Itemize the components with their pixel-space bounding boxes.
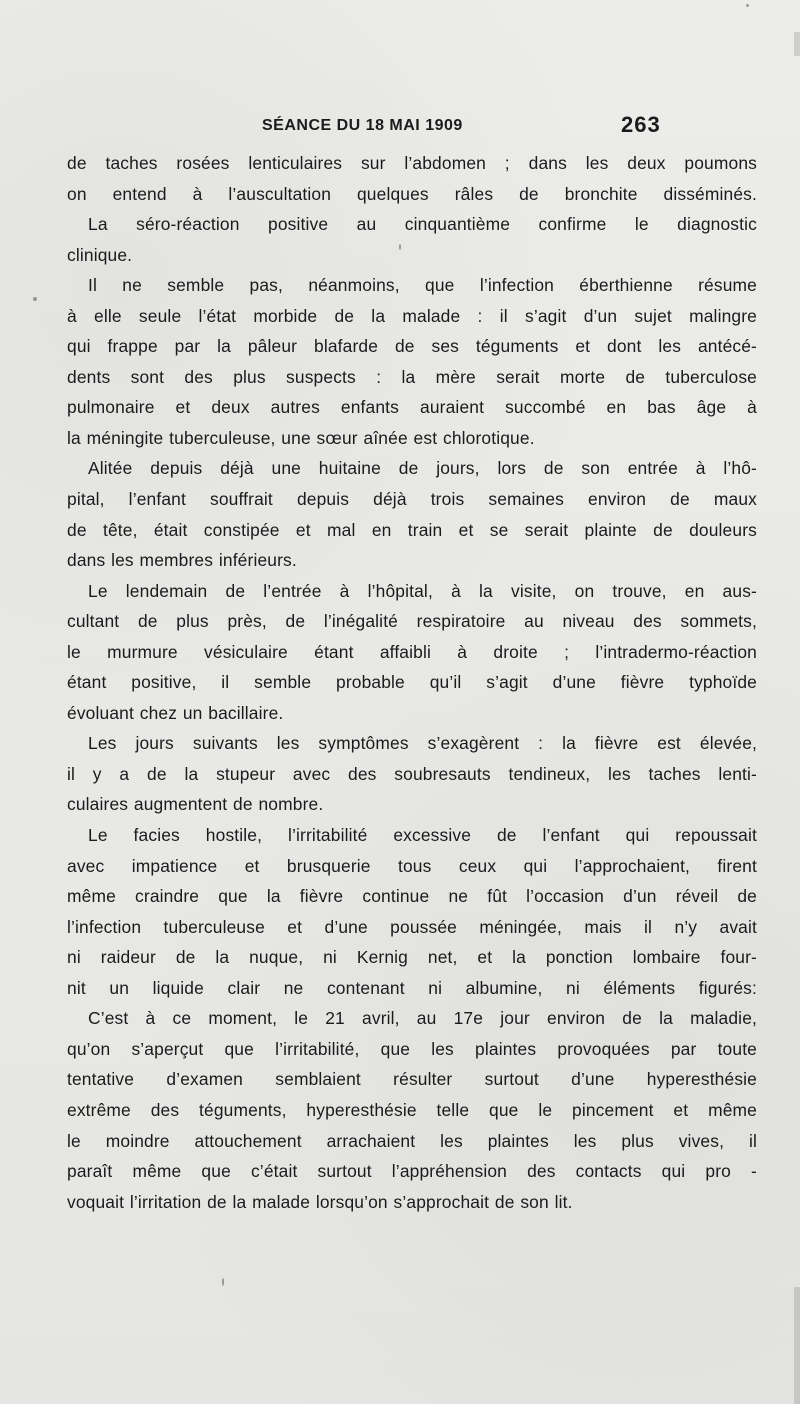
text-line: clinique. xyxy=(67,244,133,265)
text-line: qui frappe par la pâleur blafarde de ses téguments et dont les antécé- xyxy=(67,336,757,357)
text-line: tentative d’examen semblaient résulter surtout d’une hyperesthésie xyxy=(67,1069,757,1090)
body-text xyxy=(67,148,757,1217)
page-edge-shadow xyxy=(794,1287,800,1404)
text-line: C’est à ce moment, le 21 avril, au 17e jour environ de la maladie, xyxy=(88,1008,757,1029)
paper-speck xyxy=(399,244,401,250)
text-line: Le lendemain de l’entrée à l’hôpital, à la visite, on trouve, en aus- xyxy=(88,580,757,601)
text-line: avec impatience et brusquerie tous ceux qui l’approchaient, firent xyxy=(67,855,757,876)
text-line: dents sont des plus suspects : la mère serait morte de tuberculose xyxy=(67,366,757,387)
text-line: on entend à l’auscultation quelques râles de bronchite disséminés. xyxy=(67,183,757,204)
text-line: à elle seule l’état morbide de la malade : il s’agit d’un sujet malingre xyxy=(67,305,757,326)
text-line: même craindre que la fièvre continue ne fût l’occasion d’un réveil de xyxy=(67,886,757,907)
text-line: étant positive, il semble probable qu’il s’agit d’une fièvre typhoïde xyxy=(67,672,757,693)
paper-speck xyxy=(746,4,749,7)
text-line: dans les membres inférieurs. xyxy=(67,550,297,571)
text-line: paraît même que c’était surtout l’appréhension des contacts qui pro - xyxy=(67,1161,757,1182)
text-line: nit un liquide clair ne contenant ni albumine, ni éléments figurés: xyxy=(67,977,757,998)
text-line: le moindre attouchement arrachaient les plaintes les plus vives, il xyxy=(67,1130,757,1151)
text-line: pulmonaire et deux autres enfants auraient succombé en bas âge à xyxy=(67,397,757,418)
page-edge-shadow xyxy=(794,32,800,56)
paper-speck xyxy=(222,1278,224,1286)
text-line: le murmure vésiculaire étant affaibli à droite ; l’intradermo-réaction xyxy=(67,641,757,662)
text-line: de tête, était constipée et mal en train et se serait plainte de douleurs xyxy=(67,519,757,540)
text-line: Le facies hostile, l’irritabilité excessive de l’enfant qui repoussait xyxy=(88,825,757,846)
text-line: culaires augmentent de nombre. xyxy=(67,794,324,815)
text-line: de taches rosées lenticulaires sur l’abdomen ; dans les deux poumons xyxy=(67,153,757,173)
text-line: voquait l’irritation de la malade lorsqu’on s’approchait de son lit. xyxy=(67,1191,573,1212)
text-line: Alitée depuis déjà une huitaine de jours, lors de son entrée à l’hô- xyxy=(88,458,757,479)
text-line: il y a de la stupeur avec des soubresauts tendineux, les taches lenti- xyxy=(67,763,757,784)
text-line: l’infection tuberculeuse et d’une poussée méningée, mais il n’y avait xyxy=(67,916,757,937)
text-line: ni raideur de la nuque, ni Kernig net, et la ponction lombaire four- xyxy=(67,947,757,968)
text-line: la méningite tuberculeuse, une sœur aînée est chlorotique. xyxy=(67,427,535,448)
text-line: Il ne semble pas, néanmoins, que l’infection éberthienne résume xyxy=(88,275,757,296)
text-line: extrême des téguments, hyperesthésie telle que le pincement et même xyxy=(67,1099,757,1120)
paper-speck xyxy=(33,297,37,301)
running-title: SÉANCE DU 18 MAI 1909 xyxy=(262,117,463,134)
text-line: cultant de plus près, de l’inégalité respiratoire au niveau des sommets, xyxy=(67,611,757,632)
page-number: 263 xyxy=(621,112,661,137)
text-line: Les jours suivants les symptômes s’exagèrent : la fièvre est élevée, xyxy=(88,733,757,754)
text-line: pital, l’enfant souffrait depuis déjà trois semaines environ de maux xyxy=(67,489,757,510)
text-line: évoluant chez un bacillaire. xyxy=(67,702,284,723)
text-line: qu’on s’aperçut que l’irritabilité, que les plaintes provoquées par toute xyxy=(67,1038,757,1059)
text-line: La séro-réaction positive au cinquantième confirme le diagnostic xyxy=(88,214,757,235)
page-header xyxy=(0,112,800,142)
